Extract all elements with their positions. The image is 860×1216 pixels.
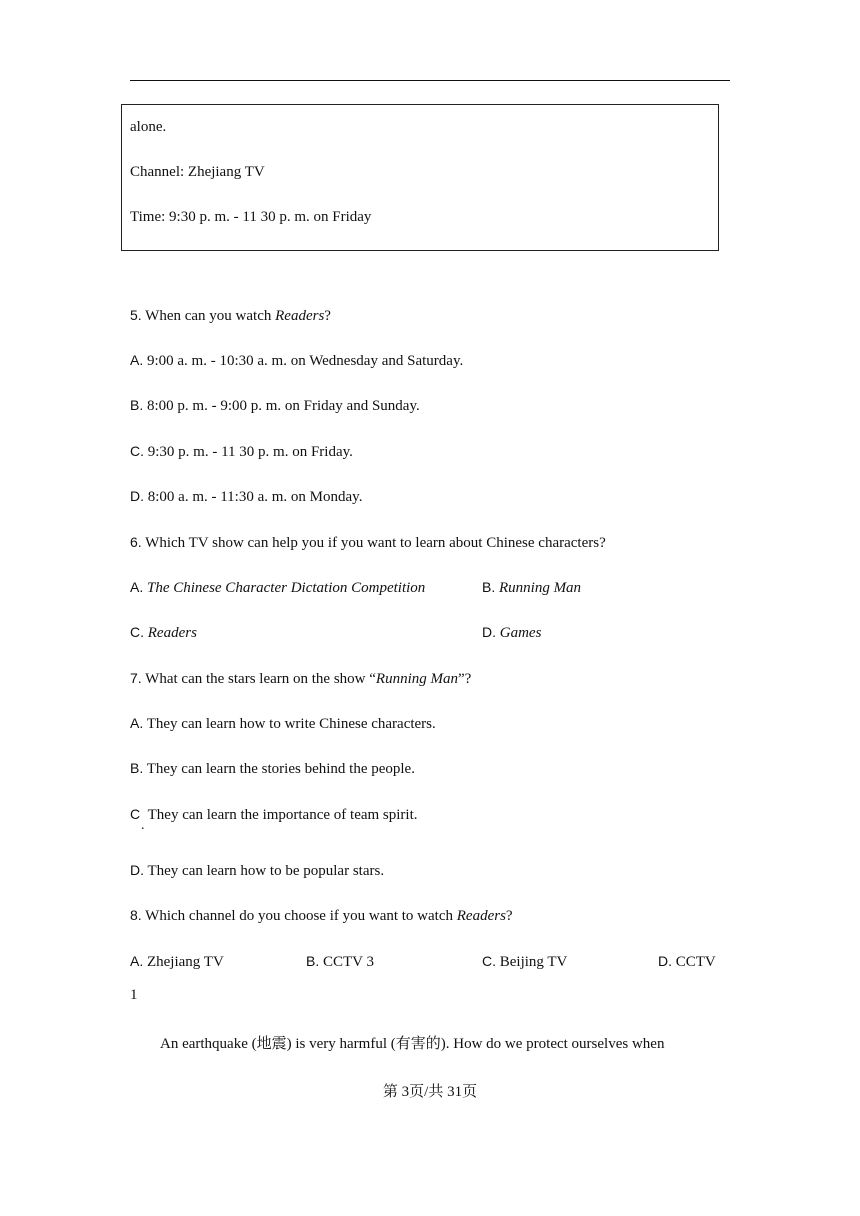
option-text: Games <box>499 625 542 641</box>
option-label: C. <box>482 953 496 969</box>
option-text: Running Man <box>498 580 582 596</box>
info-box-channel: Channel: Zhejiang TV <box>130 164 265 180</box>
option-text: They can learn the importance of team spirit. <box>147 807 418 823</box>
question-7-option-a[interactable] <box>130 715 436 733</box>
question-6-stem <box>130 534 606 552</box>
option-text: The Chinese Character Dictation Competition <box>146 580 426 596</box>
option-text: 8:00 a. m. - 11:30 a. m. on Monday. <box>147 489 363 505</box>
option-label: D. <box>130 862 144 878</box>
question-punct: ? <box>505 908 513 924</box>
question-8-option-c[interactable] <box>482 953 567 971</box>
passage-first-line: An earthquake (地震) is very harmful (有害的). How do we protect ourselves when <box>160 1036 665 1052</box>
option-text: Zhejiang TV <box>146 954 224 970</box>
question-8-option-d[interactable] <box>658 953 716 971</box>
question-5-option-c[interactable] <box>130 443 353 461</box>
question-5-option-a[interactable] <box>130 352 463 370</box>
question-text: Which TV show can help you if you want to learn about Chinese characters? <box>145 535 606 551</box>
option-label: B. <box>306 953 320 969</box>
question-8-option-a[interactable] <box>130 953 224 971</box>
option-label: A. <box>130 352 144 368</box>
option-label: C. <box>130 624 144 640</box>
question-punct: ”? <box>458 671 472 687</box>
option-text: They can learn how to write Chinese characters. <box>146 716 436 732</box>
option-text: They can learn the stories behind the people. <box>146 761 415 777</box>
option-label: A. <box>130 579 144 595</box>
option-text: Readers <box>147 625 197 641</box>
question-8-stem <box>130 907 513 925</box>
question-text: Which channel do you choose if you want to watch <box>145 908 457 924</box>
question-number: 5. <box>130 307 142 323</box>
question-6-option-c[interactable] <box>130 624 197 642</box>
question-text: What can the stars learn on the show “ <box>145 671 376 687</box>
question-7-stem <box>130 670 471 688</box>
option-label: D. <box>130 488 144 504</box>
show-title: Running Man <box>375 671 458 687</box>
option-label: C. <box>130 443 144 459</box>
option-label: B. <box>482 579 496 595</box>
question-text: When can you watch <box>145 308 276 324</box>
question-6-option-a[interactable] <box>130 579 425 597</box>
option-text: They can learn how to be popular stars. <box>147 863 385 879</box>
option-text: 9:00 a. m. - 10:30 a. m. on Wednesday and Saturday. <box>146 353 464 369</box>
question-7-option-b[interactable] <box>130 760 415 778</box>
question-punct: ? <box>324 308 331 324</box>
question-8-option-d-wrap: 1 <box>130 987 138 1003</box>
show-title: Readers <box>456 908 506 924</box>
question-5-option-d[interactable] <box>130 488 362 506</box>
question-8-option-b[interactable] <box>306 953 374 971</box>
option-label: B. <box>130 397 144 413</box>
question-7-option-d[interactable] <box>130 862 384 880</box>
info-box-text-line: alone. <box>130 119 167 135</box>
question-5-stem <box>130 307 331 325</box>
question-5-option-b[interactable] <box>130 397 420 415</box>
option-text: CCTV <box>675 954 716 970</box>
question-number: 7. <box>130 670 142 686</box>
option-label: D. <box>482 624 496 640</box>
option-label: A. <box>130 953 144 969</box>
option-label: B. <box>130 760 144 776</box>
question-6-option-d[interactable] <box>482 624 541 642</box>
question-number: 8. <box>130 907 142 923</box>
option-c-dot: . <box>141 818 145 833</box>
show-title: Readers <box>275 308 325 324</box>
option-label: A. <box>130 715 144 731</box>
option-label: C <box>130 806 141 822</box>
option-text: 8:00 p. m. - 9:00 p. m. on Friday and Sunday. <box>146 398 420 414</box>
question-number: 6. <box>130 534 142 550</box>
header-rule <box>130 80 730 81</box>
page-footer: 第 3页/共 31页 <box>382 1084 478 1100</box>
option-text: 9:30 p. m. - 11 30 p. m. on Friday. <box>147 444 353 460</box>
option-label: D. <box>658 953 672 969</box>
question-6-option-b[interactable] <box>482 579 581 597</box>
question-7-option-c[interactable] <box>130 806 418 824</box>
option-text: Beijing TV <box>499 954 568 970</box>
info-box-time: Time: 9:30 p. m. - 11 30 p. m. on Friday <box>130 209 372 225</box>
option-text: CCTV 3 <box>322 954 374 970</box>
